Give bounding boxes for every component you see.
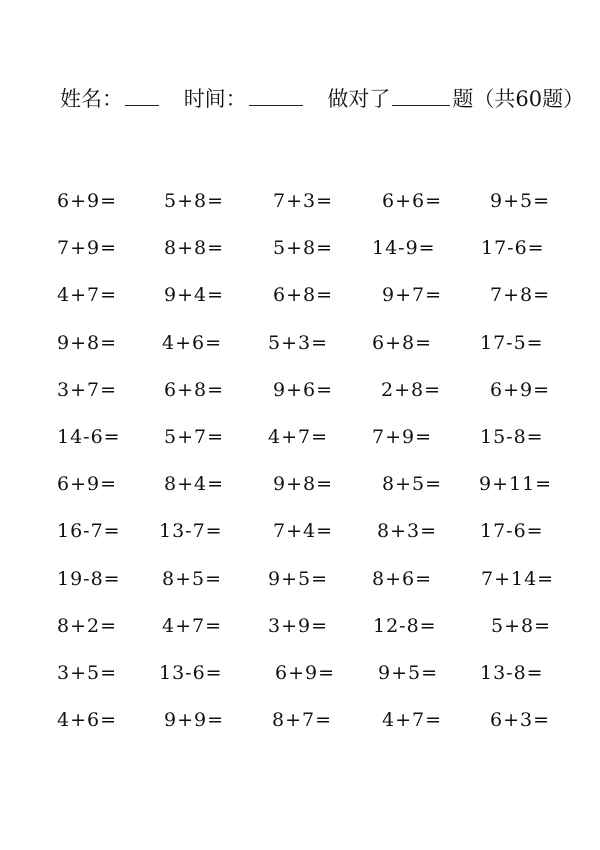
problem-r3-c3: 6+8= bbox=[273, 284, 334, 306]
problem-r10-c2: 4+7= bbox=[162, 615, 223, 637]
problem-r7-c1: 6+9= bbox=[57, 473, 118, 495]
problem-r7-c2: 8+4= bbox=[164, 473, 225, 495]
problem-r3-c2: 9+4= bbox=[164, 284, 225, 306]
problem-r1-c4: 6+6= bbox=[382, 190, 443, 212]
problem-r12-c4: 4+7= bbox=[382, 709, 443, 731]
problem-r5-c1: 3+7= bbox=[57, 379, 118, 401]
problem-r2-c1: 7+9= bbox=[57, 237, 118, 259]
problem-r4-c1: 9+8= bbox=[57, 332, 118, 354]
problem-r11-c5: 13-8= bbox=[480, 662, 544, 684]
problem-r4-c2: 4+6= bbox=[162, 332, 223, 354]
problem-r12-c5: 6+3= bbox=[490, 709, 551, 731]
correct-label: 做对了 bbox=[327, 87, 391, 111]
problem-r8-c2: 13-7= bbox=[159, 520, 223, 542]
total-suffix: 题） bbox=[542, 87, 585, 111]
problem-r4-c4: 6+8= bbox=[372, 332, 433, 354]
problem-r11-c2: 13-6= bbox=[159, 662, 223, 684]
problem-r3-c1: 4+7= bbox=[57, 284, 118, 306]
name-blank[interactable] bbox=[125, 85, 159, 106]
problem-r5-c3: 9+6= bbox=[273, 379, 334, 401]
problem-r6-c2: 5+7= bbox=[164, 426, 225, 448]
problem-r12-c2: 9+9= bbox=[164, 709, 225, 731]
problem-r3-c5: 7+8= bbox=[490, 284, 551, 306]
problem-r1-c3: 7+3= bbox=[273, 190, 334, 212]
worksheet-header bbox=[60, 84, 584, 114]
problem-r2-c2: 8+8= bbox=[164, 237, 225, 259]
problem-r12-c1: 4+6= bbox=[57, 709, 118, 731]
correct-suffix: 题（共 bbox=[452, 87, 516, 111]
problem-r1-c5: 9+5= bbox=[490, 190, 551, 212]
problem-r2-c5: 17-6= bbox=[481, 237, 545, 259]
problem-r7-c4: 8+5= bbox=[382, 473, 443, 495]
problem-r1-c2: 5+8= bbox=[164, 190, 225, 212]
problem-r5-c4: 2+8= bbox=[381, 379, 442, 401]
correct-blank[interactable] bbox=[392, 85, 450, 106]
problem-r11-c3: 6+9= bbox=[275, 662, 336, 684]
name-label: 姓名： bbox=[60, 87, 123, 111]
problem-r10-c5: 5+8= bbox=[491, 615, 552, 637]
problem-r6-c5: 15-8= bbox=[480, 426, 544, 448]
problem-r11-c4: 9+5= bbox=[378, 662, 439, 684]
problem-r7-c5: 9+11= bbox=[479, 473, 553, 495]
problem-r10-c1: 8+2= bbox=[57, 615, 118, 637]
problem-r3-c4: 9+7= bbox=[382, 284, 443, 306]
problem-r4-c3: 5+3= bbox=[268, 332, 329, 354]
problem-r9-c2: 8+5= bbox=[162, 568, 223, 590]
time-blank[interactable] bbox=[249, 85, 303, 106]
problem-r1-c1: 6+9= bbox=[57, 190, 118, 212]
time-label: 时间： bbox=[183, 87, 247, 111]
problem-r11-c1: 3+5= bbox=[57, 662, 118, 684]
problem-r5-c5: 6+9= bbox=[490, 379, 551, 401]
problem-r2-c3: 5+8= bbox=[273, 237, 334, 259]
problem-r7-c3: 9+8= bbox=[273, 473, 334, 495]
problem-r4-c5: 17-5= bbox=[480, 332, 544, 354]
problem-r8-c5: 17-6= bbox=[480, 520, 544, 542]
total-count: 60 bbox=[515, 87, 543, 111]
problem-r12-c3: 8+7= bbox=[272, 709, 333, 731]
problem-r10-c3: 3+9= bbox=[268, 615, 329, 637]
problem-r6-c1: 14-6= bbox=[57, 426, 121, 448]
problem-r8-c1: 16-7= bbox=[57, 520, 121, 542]
problem-r9-c4: 8+6= bbox=[372, 568, 433, 590]
problem-r9-c3: 9+5= bbox=[268, 568, 329, 590]
problem-r8-c4: 8+3= bbox=[377, 520, 438, 542]
problem-r9-c1: 19-8= bbox=[57, 568, 121, 590]
problem-r6-c4: 7+9= bbox=[372, 426, 433, 448]
problem-r10-c4: 12-8= bbox=[373, 615, 437, 637]
problem-r9-c5: 7+14= bbox=[481, 568, 555, 590]
problem-r5-c2: 6+8= bbox=[164, 379, 225, 401]
problem-r6-c3: 4+7= bbox=[268, 426, 329, 448]
problem-r8-c3: 7+4= bbox=[273, 520, 334, 542]
problem-r2-c4: 14-9= bbox=[372, 237, 436, 259]
